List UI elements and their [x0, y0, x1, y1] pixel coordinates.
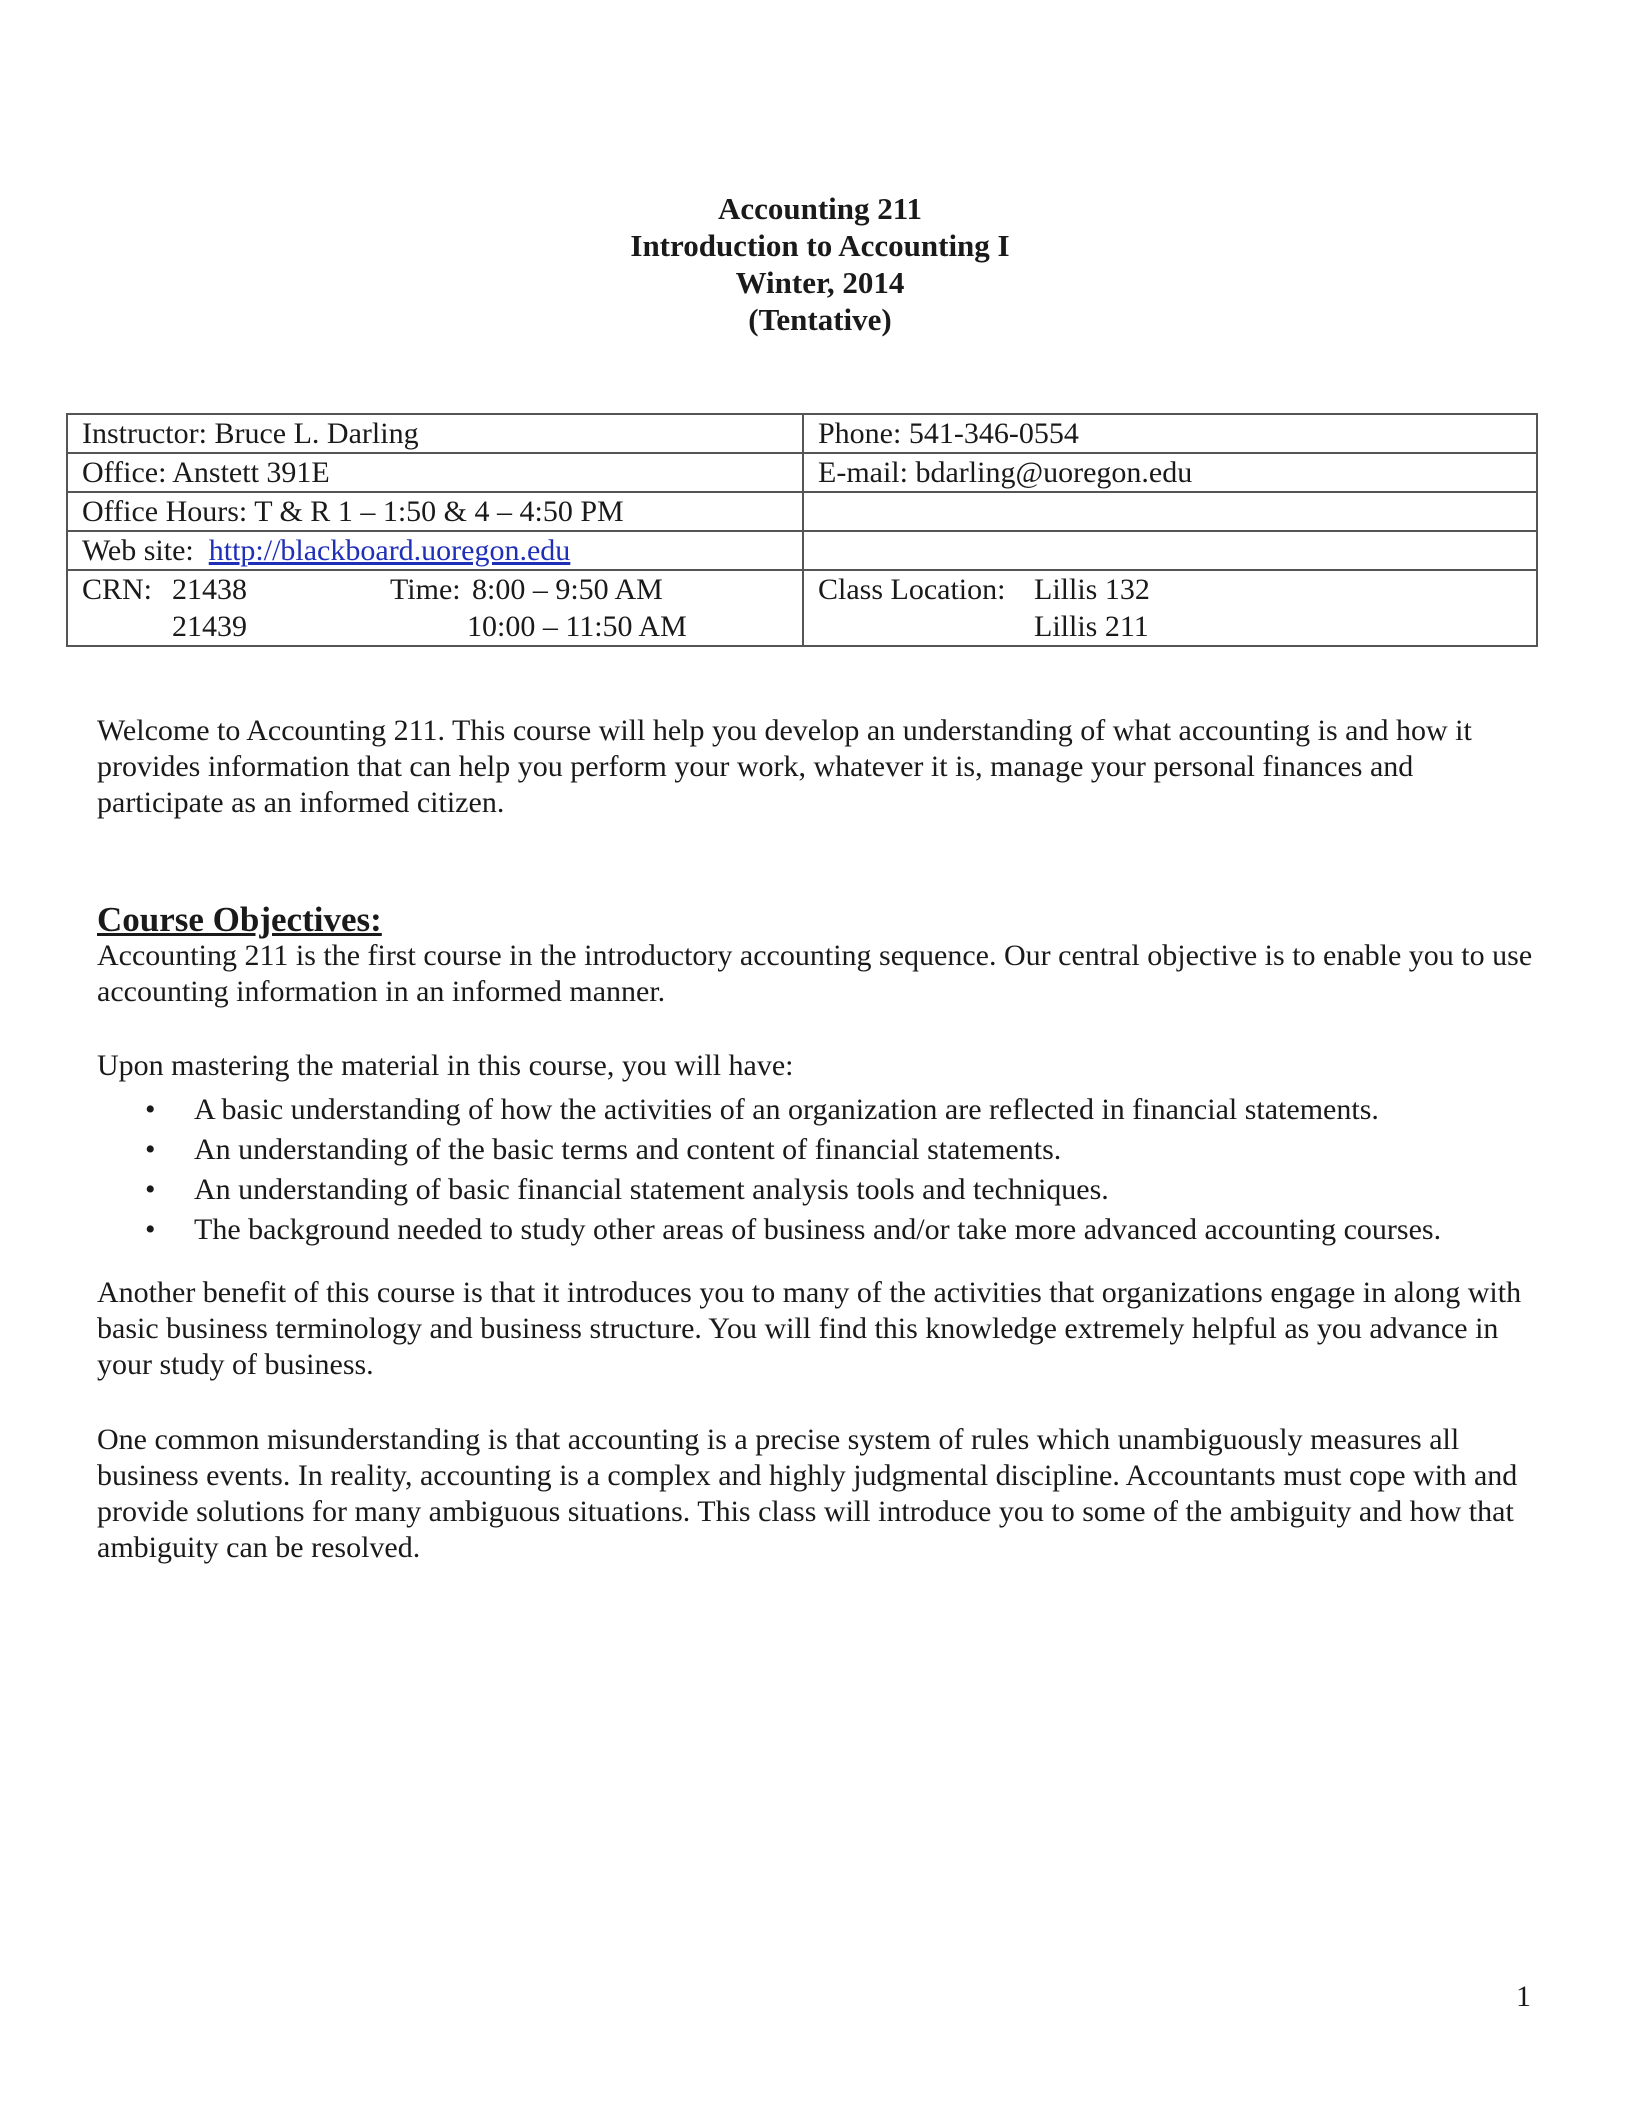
objectives-heading: Course Objectives:: [97, 900, 382, 939]
list-item: • The background needed to study other areas of business and/or take more advanced accounting courses.: [97, 1210, 1547, 1250]
website-label: Web site:: [82, 534, 194, 567]
tentative-note: (Tentative): [748, 302, 892, 337]
website-cell: [67, 531, 803, 570]
bullet-icon: •: [145, 1173, 156, 1206]
table-row: [67, 453, 1537, 492]
empty-cell: [803, 531, 1537, 570]
objectives-intro-text: Accounting 211 is the first course in the introductory accounting sequence. Our central objective is to enable you to use accounting information in an informed manner.: [97, 939, 1533, 1008]
welcome-paragraph: [97, 713, 1547, 821]
list-item: • An understanding of basic financial statement analysis tools and techniques.: [97, 1170, 1547, 1210]
page-number: 1: [1516, 1980, 1531, 2013]
list-item: • An understanding of the basic terms and content of financial statements.: [97, 1130, 1547, 1170]
instructor-cell: Instructor: Bruce L. Darling: [67, 414, 803, 453]
welcome-text: Welcome to Accounting 211. This course will help you develop an understanding of what accounting is and how it provides information that can help you perform your work, whatever it is, manage your personal finances and participate as an informed citizen.: [97, 714, 1472, 819]
course-name: Introduction to Accounting I: [630, 228, 1010, 263]
empty-cell: [803, 492, 1537, 531]
misunderstanding-text: One common misunderstanding is that accounting is a precise system of rules which unambiguously measures all business events. In reality, accounting is a complex and highly judgmental discipline. Accountants must cope with and provide solutions for many ambiguous situations. This class will introduce you to some of the ambiguity and how that ambiguity can be resolved.: [97, 1423, 1518, 1564]
table-row: [67, 492, 1537, 531]
location-2: Lillis 211: [1034, 610, 1149, 643]
location-label: Class Location:: [818, 573, 1006, 606]
upon-paragraph: [97, 1048, 1547, 1084]
bullet-icon: •: [145, 1213, 156, 1246]
upon-text: Upon mastering the material in this course, you will have:: [97, 1049, 794, 1082]
office-cell: Office: Anstett 391E: [67, 453, 803, 492]
time-2: 10:00 – 11:50 AM: [467, 610, 687, 643]
crn-label: CRN:: [82, 573, 153, 606]
bullet-icon: •: [145, 1133, 156, 1166]
list-item: • A basic understanding of how the activities of an organization are reflected in financial statements.: [97, 1090, 1547, 1130]
benefit-paragraph: [97, 1275, 1547, 1383]
phone-cell: Phone: 541-346-0554: [803, 414, 1537, 453]
misunderstanding-paragraph: [97, 1422, 1547, 1566]
crn-2: 21439: [172, 610, 247, 643]
office-hours-cell: Office Hours: T & R 1 – 1:50 & 4 – 4:50 PM: [67, 492, 803, 531]
location-cell: [803, 570, 1537, 646]
objectives-list: [97, 1090, 1547, 1250]
table-row: [67, 570, 1537, 646]
crn-1: 21438: [172, 573, 247, 606]
course-code: Accounting 211: [717, 191, 923, 226]
schedule-cell: [67, 570, 803, 646]
benefit-text: Another benefit of this course is that it introduces you to many of the activities that organizations engage in along with basic business terminology and business structure. You will find this knowledge extremely helpful as you advance in your study of business.: [97, 1276, 1522, 1381]
objectives-intro-paragraph: [97, 938, 1547, 1010]
time-label: Time:: [390, 573, 461, 606]
email-cell: E-mail: bdarling@uoregon.edu: [803, 453, 1537, 492]
course-title-block: [0, 190, 1640, 338]
term: Winter, 2014: [735, 265, 905, 300]
table-row: [67, 414, 1537, 453]
time-1: 8:00 – 9:50 AM: [472, 573, 663, 606]
location-1: Lillis 132: [1034, 573, 1150, 606]
table-row: [67, 531, 1537, 570]
course-info-table: [66, 413, 1538, 647]
bullet-icon: •: [145, 1093, 156, 1126]
website-link[interactable]: http://blackboard.uoregon.edu: [208, 534, 571, 567]
